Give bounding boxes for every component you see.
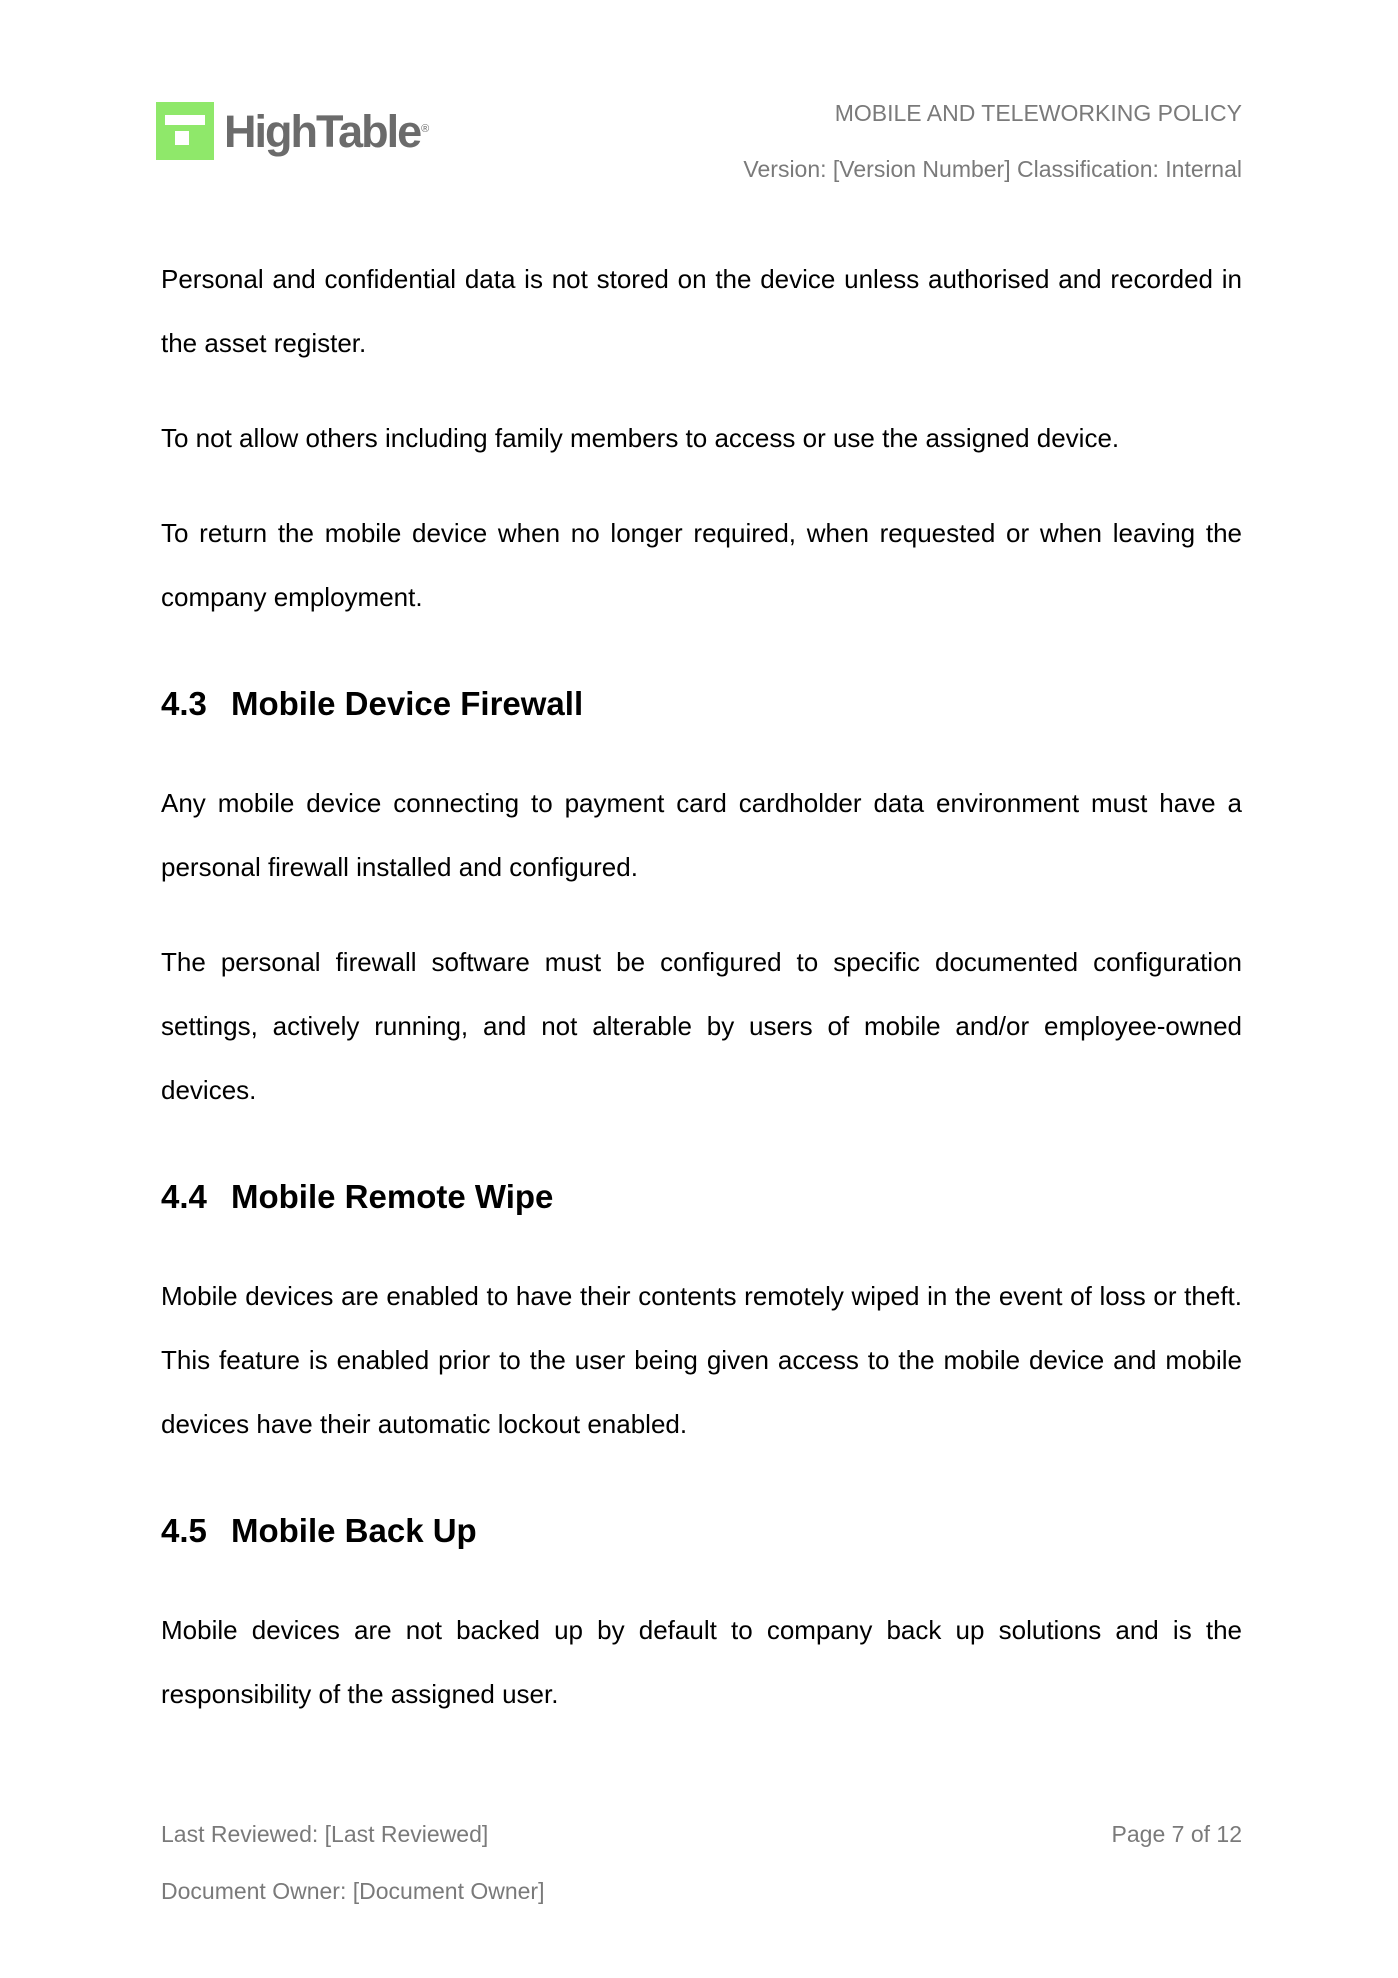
section-heading-4-4 [161,1174,1242,1220]
section-title: Mobile Back Up [231,1512,477,1549]
document-title: MOBILE AND TELEWORKING POLICY [834,100,1242,126]
paragraph: Mobile devices are enabled to have their contents remotely wiped in the event of loss or theft. This feature is enabled prior to the user being given access to the mobile device and mobile devices have their automatic lockout enabled. [161,1281,1242,1439]
paragraph: Any mobile device connecting to payment card cardholder data environment must have a personal firewall installed and configured. [161,788,1242,882]
footer-document-owner: Document Owner: [Document Owner] [161,1878,545,1904]
section-heading-4-5 [161,1508,1242,1554]
logo-wordmark: HighTable [224,105,421,157]
section-number: 4.5 [161,1512,207,1549]
section-title: Mobile Device Firewall [231,685,584,722]
document-body [161,247,1242,1726]
footer-page-number: Page 7 of 12 [1111,1821,1242,1847]
footer-last-reviewed: Last Reviewed: [Last Reviewed] [161,1821,489,1847]
section-number: 4.3 [161,685,207,722]
paragraph: Mobile devices are not backed up by default to company back up solutions and is the responsibility of the assigned user. [161,1615,1242,1709]
paragraph: To return the mobile device when no longer required, when requested or when leaving the company employment. [161,518,1242,612]
document-version: Version: [Version Number] Classification: Internal [743,156,1242,182]
section-number: 4.4 [161,1178,207,1215]
section-heading-4-3 [161,681,1242,727]
logo [156,102,429,160]
hightable-logo-icon [156,102,214,160]
paragraph: The personal firewall software must be configured to specific documented configuration settings, actively running, and not alterable by users of mobile and/or employee-owned devices. [161,947,1242,1105]
paragraph: Personal and confidential data is not stored on the device unless authorised and recorded in the asset register. [161,264,1242,358]
paragraph: To not allow others including family members to access or use the assigned device. [161,423,1120,453]
section-title: Mobile Remote Wipe [231,1178,554,1215]
registered-mark: ® [421,123,430,135]
